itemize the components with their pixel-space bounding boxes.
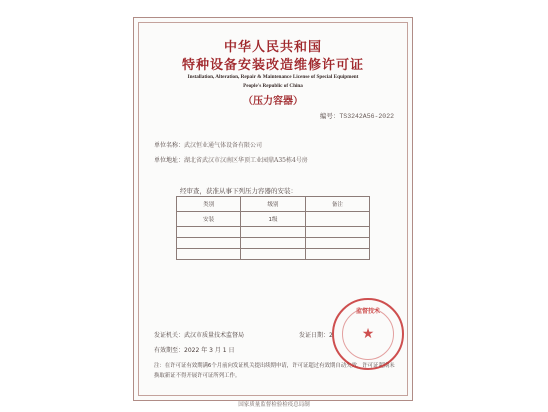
table-cell-level: 1级 [241,212,305,227]
issuing-value: 武汉市质量技术监督局 [184,332,245,339]
issue-date-value: 2 [329,332,333,339]
certificate [133,17,413,401]
unit-address-value: 湖北省武汉市汉南区华顶工业园鼎A35栋4号房 [184,157,308,164]
serial-label: 编号： [319,112,340,120]
title-cn-line2: 特种设备安装改造维修许可证 [181,58,364,73]
unit-address-label: 单位地址： [154,157,185,164]
unit-address [154,155,308,164]
title-cn-line1: 中华人民共和国 [223,40,322,55]
validity-label: 有效期至： [154,347,185,354]
table-header-category: 类别 [177,197,241,212]
table-header-level: 级别 [241,197,305,212]
table-cell-category: 安装 [177,212,241,227]
serial-value: TS3242A56-2022 [339,113,394,120]
title-en-line1: Installation, Alteration, Repair & Maintenance License of Special Equipment [187,74,359,80]
issue-date-label: 发证日期： [299,332,330,339]
table-header-remark: 备注 [305,197,369,212]
scope-text: 经审查，获准从事下列压力容器的安装： [180,187,297,195]
issuing-authority [154,330,244,339]
table-empty-row [177,249,370,260]
scope-table [176,196,370,260]
table-row [177,212,370,227]
unit-name [154,140,262,149]
validity [154,345,234,354]
serial-number [320,111,394,120]
issuing-label: 发证机关： [154,332,185,339]
subtitle: （压力容器） [243,96,303,107]
table-empty-row [177,238,370,249]
unit-name-value: 武汉恒业通气体设备有限公司 [184,142,263,149]
table-cell-remark [305,212,369,227]
validity-value: 2022 年 3 月 1 日 [184,347,235,354]
footer-text: 国家质量监督检验检疫总局制 [238,402,310,408]
table-header-row [177,197,370,212]
seal-text: 监督技术 [355,308,380,315]
issue-date [299,330,333,339]
table-empty-row [177,227,370,238]
title-en-line2: People's Republic of China [243,83,303,89]
unit-name-label: 单位名称： [154,142,185,149]
official-seal [332,298,404,370]
star-icon: ★ [361,326,375,342]
note-text: 注：在许可证有效期满6个月前向发证机关提出续期申请，许可证超过有效期自动失效，许可证超期未换取新证不得开展许可证所列工作。 [154,363,395,379]
